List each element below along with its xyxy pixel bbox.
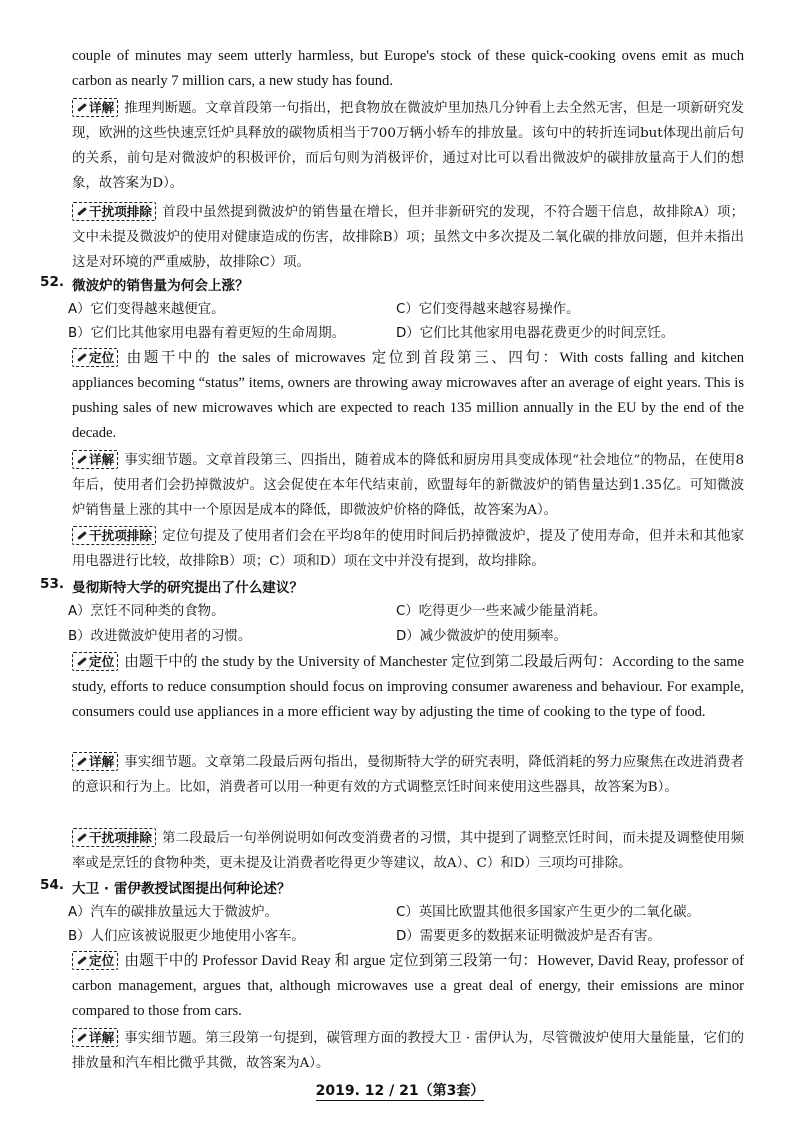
footer-text: 2019. 12 / 21（第3套） — [315, 1083, 485, 1099]
detail-tag: 详解 — [72, 1028, 118, 1047]
q54-option-a: A）汽车的碳排放量远大于微波炉。 — [68, 905, 279, 920]
q52-question: 微波炉的销售量为何会上涨？ — [72, 278, 249, 294]
pen-icon — [76, 206, 87, 217]
q52-detail-text: 事实细节题。文章首段第三、四指出，随着成本的降低和厨房用具变成体现“社会地位”的物品，在使用8年后，使用者们会扔掉微波炉。这会促使在本年代结束前，欧盟每年的新微波炉的销售量达到1.35亿。可知微波炉销售量上涨的其中一个原因是成本的降低，即微波炉价格的降低，故答案为A）。 — [72, 453, 744, 518]
q53-locate-text: 由题干中的 the study by the University of Manchester 定位到第二段最后两句：According to the same study, efforts to reduce consumption should focus on improving consumer awareness and behaviour. For example, consumers could use appliances in a more efficient way by adjusting the time of cooking to the type of food. — [72, 654, 744, 720]
q53-detail-paragraph — [72, 750, 744, 800]
q54-detail-paragraph — [72, 1026, 744, 1076]
q51-distractor-text: 首段中虽然提到微波炉的销售量在增长，但并非新研究的发现，不符合题干信息，故排除A）项；文中未提及微波炉的使用对健康造成的伤害，故排除B）项；虽然文中多次提及二氧化碳的排放问题，但并未指出这是对环境的严重威胁，故排除C）项。 — [72, 205, 744, 270]
page-footer — [0, 1080, 800, 1100]
pen-icon — [76, 656, 87, 667]
q53-distractor-text: 第二段最后一句举例说明如何改变消费者的习惯，其中提到了调整烹饪时间，而未提及调整使用频率或是烹饪的食物种类，更未提及让消费者吃得更少等建议，故A）、C）和D）三项均可排除。 — [72, 831, 744, 871]
q51-detail-text: 推理判断题。文章首段第一句指出，把食物放在微波炉里加热几分钟看上去全然无害，但是一项新研究发现，欧洲的这些快速烹饪炉具释放的碳物质相当于700万辆小轿车的排放量。该句中的转折连词but体现出前后句的关系，前句是对微波炉的积极评价，而后句则为消极评价，通过对比可以看出微波炉的碳排放量高于人们的想象，故答案为D）。 — [72, 101, 744, 191]
q54-option-b: B）人们应该被说服更少地使用小客车。 — [68, 929, 305, 944]
q51-distractor-paragraph — [72, 200, 744, 275]
q54-locate-paragraph — [72, 949, 744, 1024]
locate-tag: 定位 — [72, 348, 118, 367]
q53-option-b: B）改进微波炉使用者的习惯。 — [68, 629, 252, 644]
distractor-tag: 干扰项排除 — [72, 202, 156, 221]
q53-detail-text: 事实细节题。文章第二段最后两句指出，曼彻斯特大学的研究表明，降低消耗的努力应聚焦在改进消费者的意识和行为上。比如，消费者可以用一种更有效的方式调整烹饪时间来使用这些器具，故答案为B）。 — [72, 755, 744, 795]
q52-option-d: D）它们比其他家用电器花费更少的时间烹饪。 — [396, 326, 675, 341]
pen-icon — [76, 352, 87, 363]
q52-locate-paragraph — [72, 346, 744, 446]
q54-locate-text: 由题干中的 Professor David Reay 和 argue 定位到第三段第一句：However, David Reay, professor of carbon management, argues that, although microwaves use a great deal of energy, their emissions are minor compared to those from cars. — [72, 953, 744, 1019]
q52-number: 52. — [40, 274, 65, 290]
q53-number: 53. — [40, 576, 65, 592]
q52-distractor-paragraph — [72, 524, 744, 574]
locate-tag: 定位 — [72, 951, 118, 970]
q54-option-d: D）需要更多的数据来证明微波炉是否有害。 — [396, 929, 661, 944]
pen-icon — [76, 832, 87, 843]
q54-detail-text: 事实细节题。第三段第一句提到，碳管理方面的教授大卫 · 雷伊认为，尽管微波炉使用大量能量，它们的排放量和汽车相比微乎其微，故答案为A）。 — [72, 1031, 744, 1071]
q53-option-d: D）减少微波炉的使用频率。 — [396, 629, 567, 644]
q53-distractor-paragraph — [72, 826, 744, 876]
pen-icon — [76, 102, 87, 113]
q52-locate-text: 由题干中的 the sales of microwaves 定位到首段第三、四句：With costs falling and kitchen appliances becoming “status” items, owners are throwing away microwaves after an average of eight years. This is pushing sales of new microwaves which are expected to reach 135 million annually in the EU by the end of the decade. — [72, 350, 744, 441]
q53-question: 曼彻斯特大学的研究提出了什么建议？ — [72, 580, 304, 596]
pen-icon — [76, 454, 87, 465]
q54-option-c: C）英国比欧盟其他很多国家产生更少的二氧化碳。 — [396, 905, 700, 920]
q52-option-b: B）它们比其他家用电器有着更短的生命周期。 — [68, 326, 345, 341]
q52-detail-paragraph — [72, 448, 744, 523]
q53-option-a: A）烹饪不同种类的食物。 — [68, 604, 225, 619]
q53-option-c: C）吃得更少一些来减少能量消耗。 — [396, 604, 607, 619]
q51-detail-paragraph — [72, 96, 744, 196]
q52-distractor-text: 定位句提及了使用者们会在平均8年的使用时间后扔掉微波炉，提及了使用寿命，但并未和其他家用电器进行比较，故排除B）项；C）项和D）项在文中并没有提到，故均排除。 — [72, 529, 744, 569]
pen-icon — [76, 756, 87, 767]
q54-number: 54. — [40, 877, 65, 893]
q53-locate-paragraph — [72, 650, 744, 725]
q52-option-a: A）它们变得越来越便宜。 — [68, 302, 225, 317]
q54-question: 大卫 · 雷伊教授试图提出何种论述？ — [72, 881, 291, 897]
detail-tag: 详解 — [72, 752, 118, 771]
distractor-tag: 干扰项排除 — [72, 828, 156, 847]
q52-option-c: C）它们变得越来越容易操作。 — [396, 302, 580, 317]
detail-tag: 详解 — [72, 450, 118, 469]
pen-icon — [76, 530, 87, 541]
distractor-tag: 干扰项排除 — [72, 526, 156, 545]
intro-paragraph: couple of minutes may seem utterly harmless, but Europe's stock of these quick-cooking ovens emit as much carbon as nearly 7 million cars, a new study has found. — [72, 48, 744, 89]
pen-icon — [76, 1032, 87, 1043]
detail-tag: 详解 — [72, 98, 118, 117]
pen-icon — [76, 955, 87, 966]
locate-tag: 定位 — [72, 652, 118, 671]
